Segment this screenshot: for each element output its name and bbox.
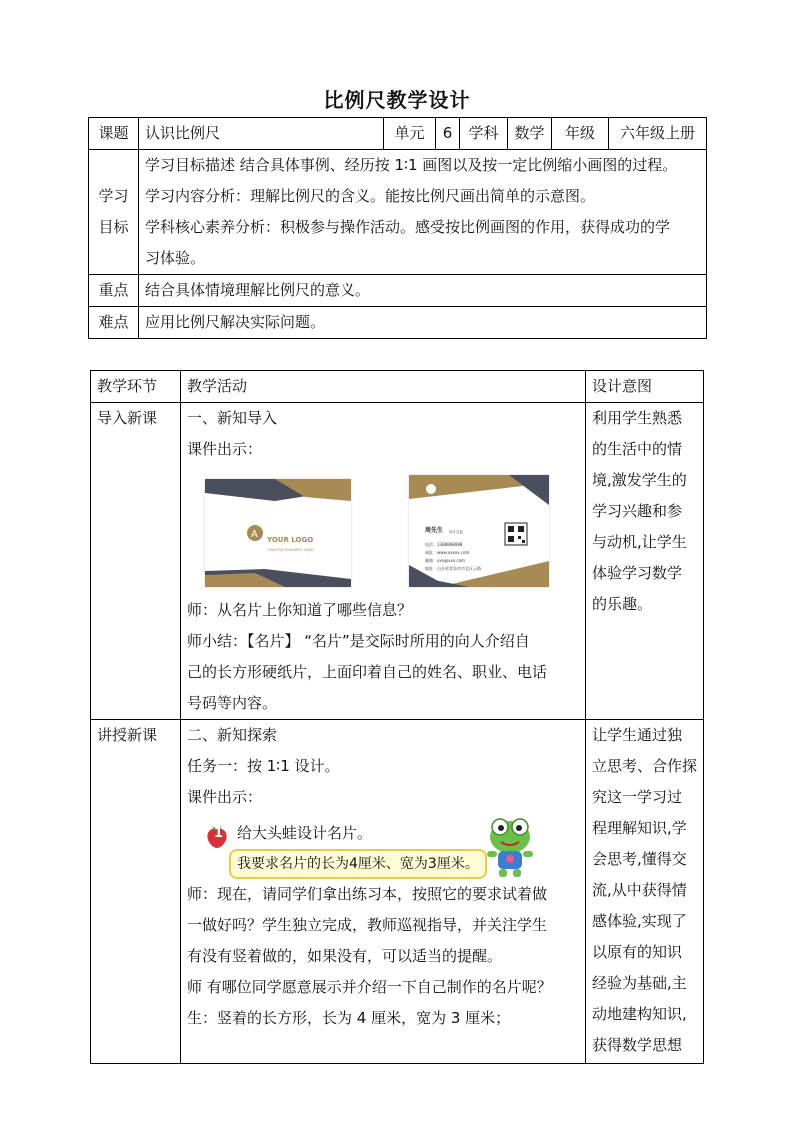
speech-bubble: 我要求名片的长为4厘米、宽为3厘米。 bbox=[229, 849, 487, 879]
difficulty-label: 难点 bbox=[89, 307, 139, 339]
intent-line: 的乐趣。 bbox=[592, 595, 653, 613]
key-point-value: 结合具体情境理解比例尺的意义。 bbox=[139, 275, 707, 307]
subject-value: 数学 bbox=[508, 118, 552, 150]
goals-label-line-2: 目标 bbox=[98, 218, 129, 236]
explore-intent bbox=[586, 720, 704, 1064]
intent-line: 学习兴趣和参 bbox=[592, 502, 683, 520]
task-number-badge: 1 bbox=[214, 826, 224, 841]
card-front-tagline: CREATIVE BUSINESS CARD bbox=[267, 548, 314, 552]
frog-mascot-icon bbox=[483, 815, 537, 879]
activity-line: 师：现在，请同学们拿出练习本，按照它的要求试着做 bbox=[187, 885, 548, 903]
intent-line: 让学生通过独 bbox=[592, 726, 683, 744]
summary-line: 号码等内容。 bbox=[187, 694, 278, 712]
goals-label bbox=[89, 150, 139, 275]
explore-activity bbox=[181, 720, 586, 1064]
card-back-role: 设计总监 bbox=[449, 530, 463, 534]
difficulty-value: 应用比例尺解决实际问题。 bbox=[139, 307, 707, 339]
card-back-tel: 电话：1388888888 bbox=[425, 542, 463, 547]
intent-line: 立思考、合作探 bbox=[592, 757, 697, 775]
intent-line: 体验学习数学 bbox=[592, 564, 683, 582]
grade-value: 六年级上册 bbox=[609, 118, 707, 150]
activity-line: 生：竖着的长方形，长为 4 厘米，宽为 3 厘米； bbox=[187, 1009, 511, 1027]
business-card-images bbox=[187, 471, 579, 591]
process-header-row bbox=[91, 371, 704, 403]
intent-line: 与动机,让学生 bbox=[592, 533, 687, 551]
intent-line: 获得数学思想 bbox=[592, 1036, 683, 1054]
intent-line: 利用学生熟悉 bbox=[592, 409, 683, 427]
intent-line: 的生活中的情 bbox=[592, 440, 683, 458]
goals-row bbox=[89, 150, 707, 275]
business-card-front bbox=[205, 479, 351, 587]
lesson-info-table bbox=[88, 117, 707, 339]
business-card-back bbox=[409, 475, 549, 587]
card-back-web: 网址：www.xxxxx.com bbox=[425, 550, 470, 555]
activity-line: 有没有竖着做的，如果没有，可以适当的提醒。 bbox=[187, 947, 503, 965]
unit-label: 单元 bbox=[384, 118, 436, 150]
explore-courseware: 课件出示： bbox=[187, 788, 263, 806]
goal-line: 习体验。 bbox=[145, 249, 206, 267]
teacher-question: 师：从名片上你知道了哪些信息？ bbox=[187, 601, 413, 619]
unit-value: 6 bbox=[436, 118, 460, 150]
task-title: 给大头蛙设计名片。 bbox=[237, 824, 373, 842]
intent-line: 境,激发学生的 bbox=[592, 471, 687, 489]
grade-label: 年级 bbox=[552, 118, 609, 150]
intent-line: 会思考,懂得交 bbox=[592, 850, 687, 868]
intent-line: 流,从中获得情 bbox=[592, 881, 687, 899]
intro-heading: 一、新知导入 bbox=[187, 409, 278, 427]
header-activity: 教学活动 bbox=[181, 371, 586, 403]
intent-line: 感体验,实现了 bbox=[592, 912, 687, 930]
intent-line: 究这一学习过 bbox=[592, 788, 683, 806]
card-back-logo: YOUR LOGO bbox=[439, 499, 463, 504]
intro-activity bbox=[181, 403, 586, 720]
card-front-logo: YOUR LOGO bbox=[267, 536, 314, 544]
topic-row bbox=[89, 118, 707, 150]
document-title: 比例尺教学设计 bbox=[323, 88, 471, 112]
card-back-name: 周先生 bbox=[425, 527, 444, 534]
difficulty-row bbox=[89, 307, 707, 339]
summary-line: 己的长方形硬纸片，上面印着自己的姓名、职业、电话 bbox=[187, 663, 548, 681]
header-intent: 设计意图 bbox=[586, 371, 704, 403]
header-stage: 教学环节 bbox=[91, 371, 181, 403]
intro-courseware: 课件出示： bbox=[187, 440, 263, 458]
explore-task: 任务一：按 1∶1 设计。 bbox=[187, 757, 340, 775]
goal-line: 学习内容分析：理解比例尺的含义。能按比例尺画出简单的示意图。 bbox=[145, 187, 596, 205]
goal-line: 学科核心素养分析：积极参与操作活动。感受按比例画图的作用，获得成功的学 bbox=[145, 218, 671, 236]
intent-line: 以原有的知识 bbox=[592, 943, 683, 961]
intent-line: 经验为基础,主 bbox=[592, 974, 687, 992]
svg-text:A: A bbox=[251, 529, 258, 540]
topic-value: 认识比例尺 bbox=[139, 118, 384, 150]
key-point-label: 重点 bbox=[89, 275, 139, 307]
goal-line: 学习目标描述 结合具体事例、经历按 1∶1 画图以及按一定比例缩小画图的过程。 bbox=[145, 156, 678, 174]
goals-content bbox=[139, 150, 707, 275]
frog-card-task bbox=[187, 819, 579, 879]
explore-row bbox=[91, 720, 704, 1064]
topic-label: 课题 bbox=[89, 118, 139, 150]
explore-stage: 讲授新课 bbox=[91, 720, 181, 1064]
card-back-mail: 邮箱：xxx@xxx.com bbox=[425, 558, 466, 563]
goals-label-line-1: 学习 bbox=[98, 187, 129, 205]
explore-heading: 二、新知探索 bbox=[187, 726, 278, 744]
subject-label: 学科 bbox=[460, 118, 508, 150]
intro-intent bbox=[586, 403, 704, 720]
summary-line: 师小结：【名片】 “名片”是交际时所用的向人介绍自 bbox=[187, 632, 530, 650]
activity-line: 一做好吗？学生独立完成，教师巡视指导，并关注学生 bbox=[187, 916, 548, 934]
intro-stage: 导入新课 bbox=[91, 403, 181, 720]
activity-line: 师 有哪位同学愿意展示并介绍一下自己制作的名片呢？ bbox=[187, 978, 552, 996]
intent-line: 程理解知识,学 bbox=[592, 819, 687, 837]
card-back-address: 地址：山东省青岛市市北区云路 bbox=[425, 566, 481, 571]
intent-line: 动地建构知识, bbox=[592, 1005, 687, 1023]
intro-row bbox=[91, 403, 704, 720]
key-point-row bbox=[89, 275, 707, 307]
teaching-process-table bbox=[90, 370, 704, 1064]
